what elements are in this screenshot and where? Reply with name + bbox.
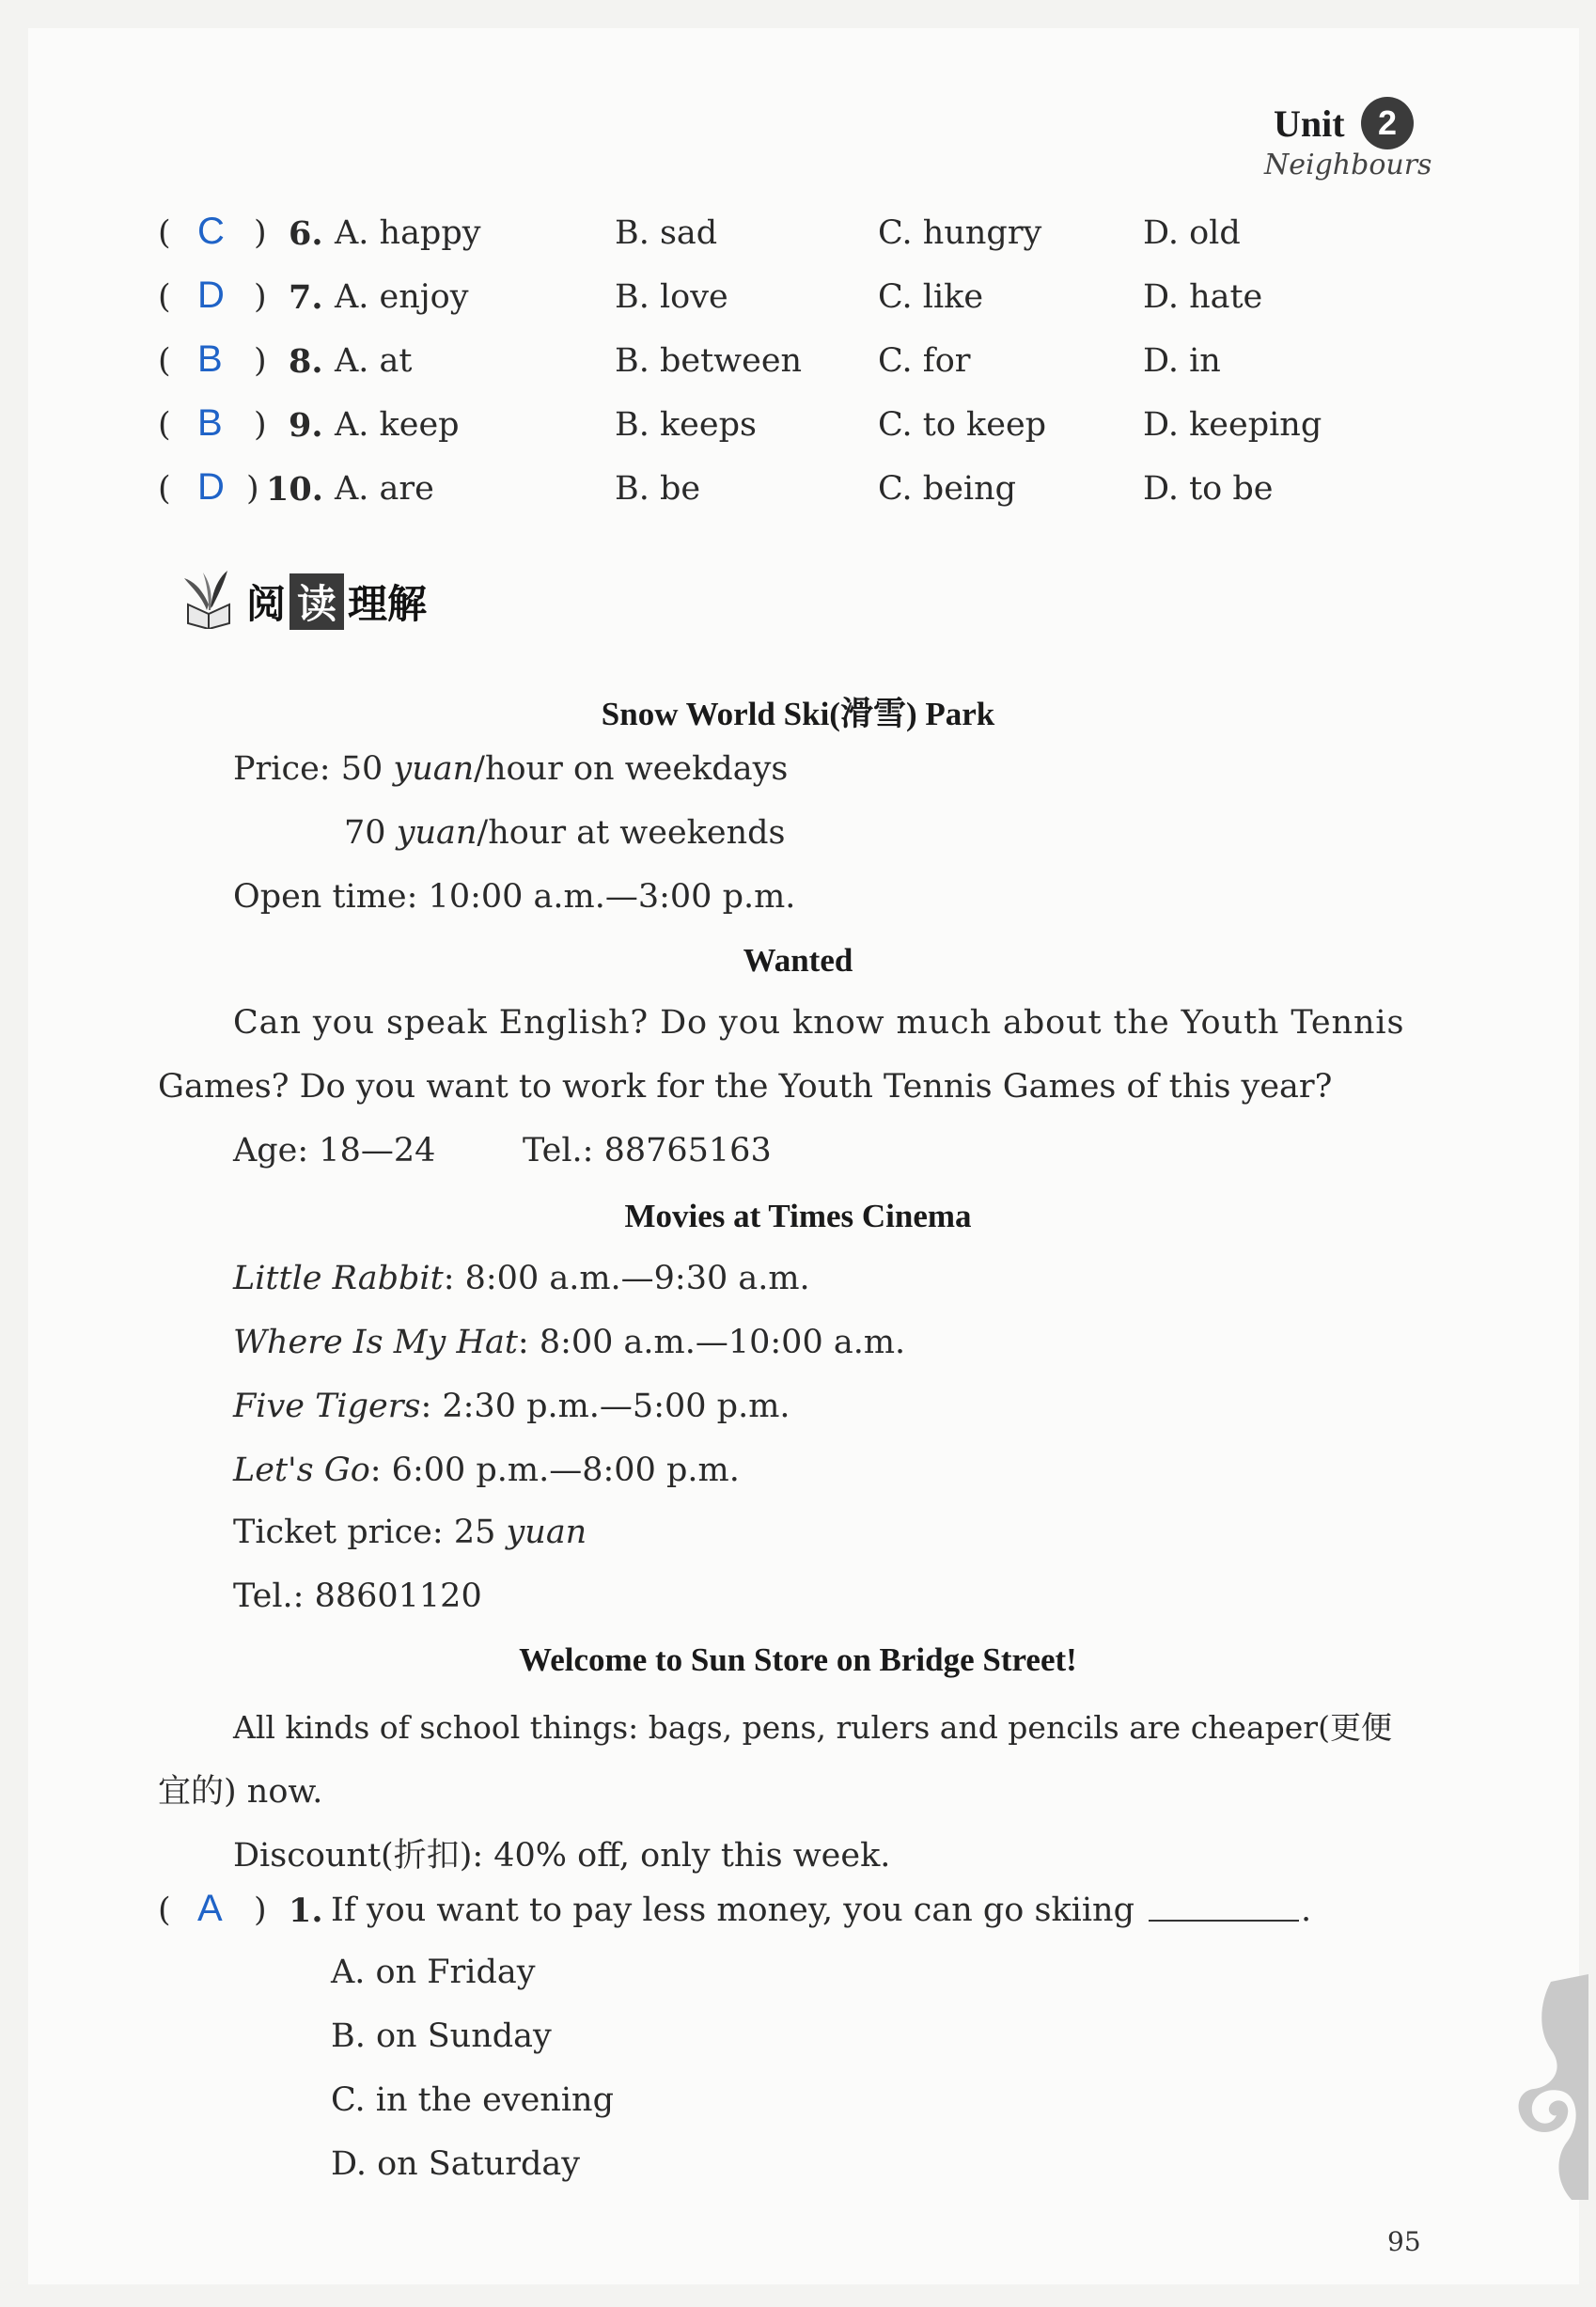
price-period: /hour on weekdays [474,750,789,788]
close-paren: ) [246,470,259,508]
movie-item [233,1388,790,1425]
open-paren: ( [158,1891,171,1929]
ticket-price-unit: yuan [506,1514,587,1551]
option-a: A. enjoy [335,278,469,316]
price-unit: yuan [396,814,477,852]
answer-letter: A [197,1888,223,1929]
option-b: B. sad [615,214,718,252]
ski-price-line-2 [344,814,786,852]
option-b: B. between [615,342,803,380]
section-title-boxed-char: 读 [289,573,344,630]
question-option: A. on Friday [331,1954,536,1991]
price-period: /hour at weekends [477,814,786,852]
option-c: C. being [878,470,1017,508]
unit-number-badge: 2 [1361,97,1414,149]
cloze-row [0,466,1596,526]
question-number: 8. [289,342,323,381]
open-paren: ( [158,406,171,444]
movie-name: Little Rabbit [233,1260,444,1297]
movie-time: : 8:00 a.m.—9:30 a.m. [443,1260,810,1297]
question-number: 6. [289,214,323,253]
movie-name: Let's Go [233,1452,370,1489]
movie-time: : 8:00 a.m.—10:00 a.m. [517,1324,906,1361]
price-label: Price: [233,750,331,788]
book-plant-icon [180,567,235,629]
close-paren: ) [254,406,267,444]
question-number: 7. [289,278,323,317]
movie-item [233,1452,740,1489]
question-option: C. in the evening [331,2081,614,2119]
cloze-row [0,338,1596,399]
price-unit: yuan [393,750,475,788]
decorative-swirl-icon [1513,1974,1588,2200]
option-a: A. happy [335,214,481,252]
wanted-text-line-1: Can you speak English? Do you know much about the Youth Tennis [233,1004,1405,1042]
option-c: C. hungry [878,214,1042,252]
ski-open-time: Open time: 10:00 a.m.—3:00 p.m. [233,878,796,916]
option-c: C. for [878,342,971,380]
price-amount: 50 [340,750,383,788]
answer-blank [1149,1891,1299,1922]
option-a: A. are [335,470,434,508]
option-d: D. hate [1143,278,1263,316]
price-amount: 70 [344,814,386,852]
close-paren: ) [254,278,267,316]
store-text-line-2: 宜的) now. [158,1773,323,1811]
ticket-price-label: Ticket price: 25 [233,1514,496,1551]
open-paren: ( [158,470,171,508]
option-a: A. keep [335,406,460,444]
question-end-punctuation: . [1301,1891,1312,1929]
section-title-part: 阅 [246,581,287,627]
section-title-part: 理解 [348,581,428,627]
cloze-row [0,402,1596,463]
movie-name: Where Is My Hat [233,1324,518,1361]
open-paren: ( [158,278,171,316]
cloze-row [0,211,1596,271]
option-d: D. in [1143,342,1221,380]
option-d: D. old [1143,214,1241,252]
question-number: 1. [289,1891,323,1930]
unit-subtitle: Neighbours [1264,149,1432,181]
option-c: C. like [878,278,984,316]
question-number: 9. [289,406,323,445]
answer-letter: B [197,338,223,380]
answer-letter: C [197,211,225,252]
question-option: D. on Saturday [331,2145,581,2183]
movie-item [233,1324,905,1361]
option-b: B. keeps [615,406,757,444]
movie-time: : 6:00 p.m.—8:00 p.m. [369,1452,740,1489]
store-title: Welcome to Sun Store on Bridge Street! [519,1641,1077,1678]
open-paren: ( [158,342,171,380]
close-paren: ) [254,342,267,380]
close-paren: ) [254,214,267,252]
movie-name: Five Tigers [233,1388,421,1425]
answer-letter: D [197,275,225,316]
question-row [0,1888,1596,1948]
section-title [246,573,427,630]
option-c: C. to keep [878,406,1047,444]
option-b: B. be [615,470,701,508]
cinema-tel: Tel.: 88601120 [233,1577,482,1615]
answer-letter: B [197,402,223,444]
movie-item [233,1260,810,1297]
movie-time: : 2:30 p.m.—5:00 p.m. [420,1388,790,1425]
close-paren: ) [254,1891,267,1929]
wanted-tel: Tel.: 88765163 [523,1132,772,1169]
open-paren: ( [158,214,171,252]
unit-label: Unit [1274,102,1345,145]
option-d: D. to be [1143,470,1274,508]
ticket-price [233,1514,587,1551]
question-option: B. on Sunday [331,2017,552,2055]
ski-park-title: Snow World Ski(滑雪) Park [601,696,995,732]
question-number: 10. [266,470,323,509]
question-text: If you want to pay less money, you can go skiing [331,1891,1135,1929]
option-b: B. love [615,278,728,316]
wanted-text-line-2: Games? Do you want to work for the Youth Tennis Games of this year? [158,1068,1333,1106]
store-text-line-1: All kinds of school things: bags, pens, rulers and pencils are cheaper(更便 [233,1709,1392,1746]
wanted-age: Age: 18—24 [233,1132,436,1169]
cloze-row [0,275,1596,335]
page-number: 95 [1387,2226,1421,2257]
answer-letter: D [197,466,225,508]
movies-title: Movies at Times Cinema [624,1198,972,1234]
wanted-title: Wanted [743,942,853,979]
option-a: A. at [335,342,413,380]
option-d: D. keeping [1143,406,1322,444]
ski-price-line-1 [233,750,788,788]
store-discount: Discount(折扣): 40% off, only this week. [233,1837,891,1875]
